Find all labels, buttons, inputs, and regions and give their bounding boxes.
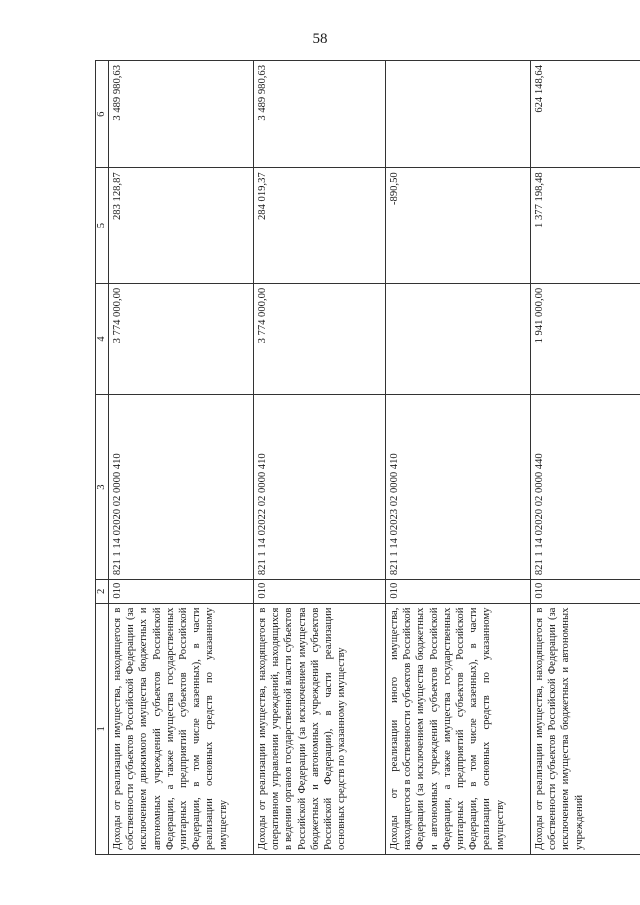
row-description: Доходы от реализации имущества, находящегося в собственности субъектов Российской Федерации (за исключением имущества бюджетных и автономных учреждений xyxy=(531,603,640,854)
table-row xyxy=(254,61,386,855)
row-col6: 3 489 980,63 xyxy=(109,61,254,168)
row-col5: 284 019,37 xyxy=(254,168,386,283)
column-header-4: 4 xyxy=(96,283,109,394)
row-col4: 1 941 000,00 xyxy=(531,283,640,394)
row-col6: 3 489 980,63 xyxy=(254,61,386,168)
table-row xyxy=(531,61,640,855)
row-description: Доходы от реализации имущества, находящегося в оперативном управлении учреждений, находящихся в ведении органов государственной власти субъектов Российской Федерации (за исключением имущества бюджетных и автономных учреждений субъектов Российской Федерации), в части реализации основных средств по указанному имуществу xyxy=(254,603,386,854)
column-header-2: 2 xyxy=(96,580,109,604)
row-description: Доходы от реализации имущества, находящегося в собственности субъектов Российской Федерации (за исключением движимого имущества бюджетных и автономных учреждений субъектов Российской Федерации, а также имущества государственных унитарных предприятий субъектов Российской Федерации, в том числе казенных), в части реализации основных средств по указанному имуществу xyxy=(109,603,254,854)
column-header-6: 6 xyxy=(96,61,109,168)
revenue-table xyxy=(95,60,640,855)
row-col4: 3 774 000,00 xyxy=(254,283,386,394)
row-col6 xyxy=(386,61,531,168)
column-header-1: 1 xyxy=(96,603,109,854)
row-col5: -890,50 xyxy=(386,168,531,283)
row-code: 010 xyxy=(531,580,640,604)
row-col4: 3 774 000,00 xyxy=(109,283,254,394)
row-kbk: 821 1 14 02020 02 0000 410 xyxy=(109,395,254,580)
row-code: 010 xyxy=(254,580,386,604)
rotated-table-wrapper xyxy=(95,60,640,855)
row-col5: 1 377 198,48 xyxy=(531,168,640,283)
row-kbk: 821 1 14 02022 02 0000 410 xyxy=(254,395,386,580)
column-header-3: 3 xyxy=(96,395,109,580)
page-number: 58 xyxy=(312,31,328,47)
column-header-5: 5 xyxy=(96,168,109,283)
row-kbk: 821 1 14 02023 02 0000 410 xyxy=(386,395,531,580)
column-number-row xyxy=(96,61,109,855)
row-description: Доходы от реализации иного имущества, находящегося в собственности субъектов Российской Федерации (за исключением имущества бюджетных и автономных учреждений субъектов Российской Федерации, а также имущества государственных унитарных предприятий субъектов Российской Федерации, в том числе казенных), в части реализации основных средств по указанному имуществу xyxy=(386,603,531,854)
row-col6: 624 148,64 xyxy=(531,61,640,168)
row-col4 xyxy=(386,283,531,394)
row-code: 010 xyxy=(386,580,531,604)
row-kbk: 821 1 14 02020 02 0000 440 xyxy=(531,395,640,580)
row-code: 010 xyxy=(109,580,254,604)
table-row xyxy=(109,61,254,855)
row-col5: 283 128,87 xyxy=(109,168,254,283)
table-row xyxy=(386,61,531,855)
